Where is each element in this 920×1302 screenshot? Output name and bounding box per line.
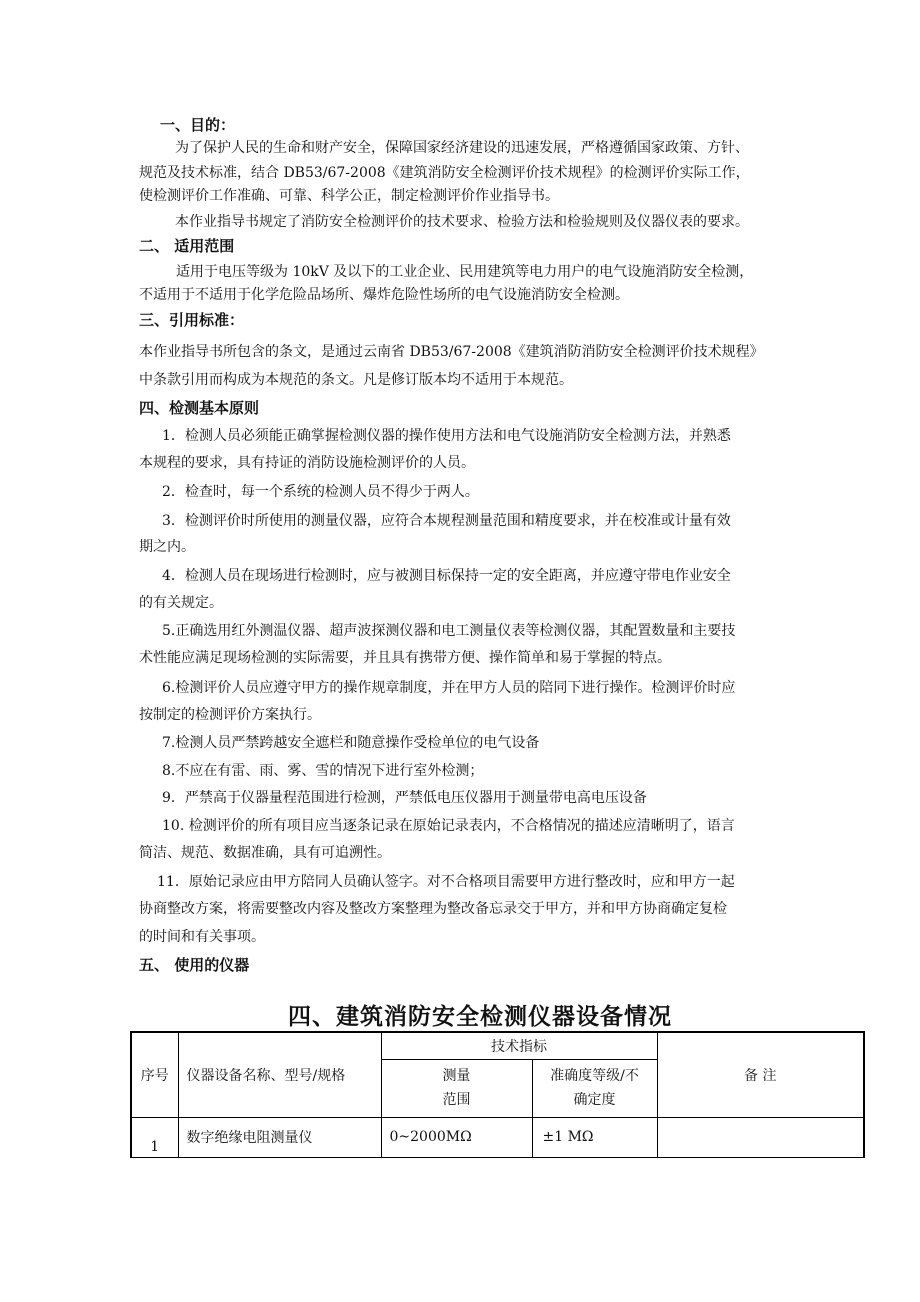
principle-4-line-1: 4．检测人员在现场进行检测时，应与被测目标保持一定的安全距离，并应遵守带电作业安全 [162,568,731,584]
header-range [381,1059,532,1117]
principle-7: 7.检测人员严禁跨越安全遮栏和随意操作受检单位的电气设备 [162,735,540,751]
instrument-table [130,1031,865,1158]
principle-9: 9．严禁高于仪器量程范围进行检测，严禁低电压仪器用于测量带电高电压设备 [162,790,647,806]
section-3-heading: 三、引用标准： [139,311,245,329]
section-4-heading: 四、检测基本原则 [139,399,260,417]
section-2-heading: 二、 适用范围 [139,237,235,255]
header-tech: 技术指标 [381,1032,657,1059]
header-range-line-1: 测量 [442,1068,471,1084]
principle-5-line-1: 5.正确选用红外测温仪器、超声波探测仪器和电工测量仪表等检测仪器，其配置数量和主要技 [162,623,736,639]
row-range: 0~2000MΩ [381,1117,532,1157]
section-3-line-2: 中条款引用而构成为本规范的条文。凡是修订版本均不适用于本规范。 [139,372,573,388]
principle-2: 2．检查时，每一个系统的检测人员不得少于两人。 [162,484,479,500]
principle-3-line-1: 3．检测评价时所使用的测量仪器，应符合本规程测量范围和精度要求，并在校准或计量有效 [162,513,731,529]
row-name: 数字绝缘电阻测量仪 [178,1117,381,1157]
row-accuracy: ±1 MΩ [532,1117,657,1157]
section-2-line-2: 不适用于不适用于化学危险品场所、爆炸危险性场所的电气设施消防安全检测。 [139,287,629,303]
header-accuracy-line-1: 准确度等级/不 [550,1068,639,1084]
section-1-para-1-line-1: 为了保护人民的生命和财产安全，保障国家经济建设的迅速发展，严格遵循国家政策、方针、 [175,140,749,156]
section-1-para-1-line-3: 使检测评价工作准确、可靠、科学公正，制定检测评价作业指导书。 [139,188,559,204]
principle-10-line-2: 简洁、规范、数据准确，具有可追溯性。 [139,845,391,861]
section-2-line-1: 适用于电压等级为 10kV 及以下的工业企业、民用建筑等电力用户的电气设施消防安全检测， [176,264,754,280]
principle-1-line-2: 本规程的要求，具有持证的消防设施检测评价的人员。 [139,455,475,471]
section-1-para-1-line-2: 规范及技术标准，结合 DB53/67-2008《建筑消防安全检测评价技术规程》的检测评价实际工作， [139,165,750,181]
section-1-heading: 一、目的： [160,116,236,134]
principle-11-line-1: 11．原始记录应由甲方陪同人员确认签字。对不合格项目需要甲方进行整改时，应和甲方一起 [157,874,735,890]
principle-6-line-1: 6.检测评价人员应遵守甲方的操作规章制度，并在甲方人员的陪同下进行操作。检测评价时应 [162,680,736,696]
row-remark [657,1117,864,1157]
header-remark: 备 注 [657,1032,864,1117]
row-no: 1 [131,1117,178,1157]
principle-4-line-2: 的有关规定。 [139,595,223,611]
principle-11-line-3: 的时间和有关事项。 [139,929,265,945]
section-3-line-1: 本作业指导书所包含的条文，是通过云南省 DB53/67-2008《建筑消防消防安全检测评价技术规程》 [139,344,764,360]
principle-3-line-2: 期之内。 [139,539,195,555]
section-5-heading: 五、 使用的仪器 [139,956,250,974]
header-name: 仪器设备名称、型号/规格 [178,1032,381,1117]
principle-6-line-2: 按制定的检测评价方案执行。 [139,707,321,723]
principle-1-line-1: 1．检测人员必须能正确掌握检测仪器的操作使用方法和电气设施消防安全检测方法，并熟悉 [162,428,731,444]
principle-8: 8.不应在有雷、雨、雾、雪的情况下进行室外检测； [162,763,484,779]
principle-11-line-2: 协商整改方案，将需要整改内容及整改方案整理为整改备忘录交于甲方，并和甲方协商确定复检 [139,901,727,917]
principle-10-line-1: 10. 检测评价的所有项目应当逐条记录在原始记录表内，不合格情况的描述应清晰明了，语言 [162,818,735,834]
table-title: 四、建筑消防安全检测仪器设备情况 [288,1004,672,1030]
header-no: 序号 [131,1032,178,1117]
header-range-line-2: 范围 [442,1092,471,1108]
section-1-para-2: 本作业指导书规定了消防安全检测评价的技术要求、检验方法和检验规则及仪器仪表的要求。 [175,214,749,230]
header-accuracy [532,1059,657,1117]
table-row [131,1117,864,1157]
header-accuracy-line-2: 确定度 [573,1092,616,1108]
principle-5-line-2: 术性能应满足现场检测的实际需要，并且具有携带方便、操作简单和易于掌握的特点。 [139,650,671,666]
